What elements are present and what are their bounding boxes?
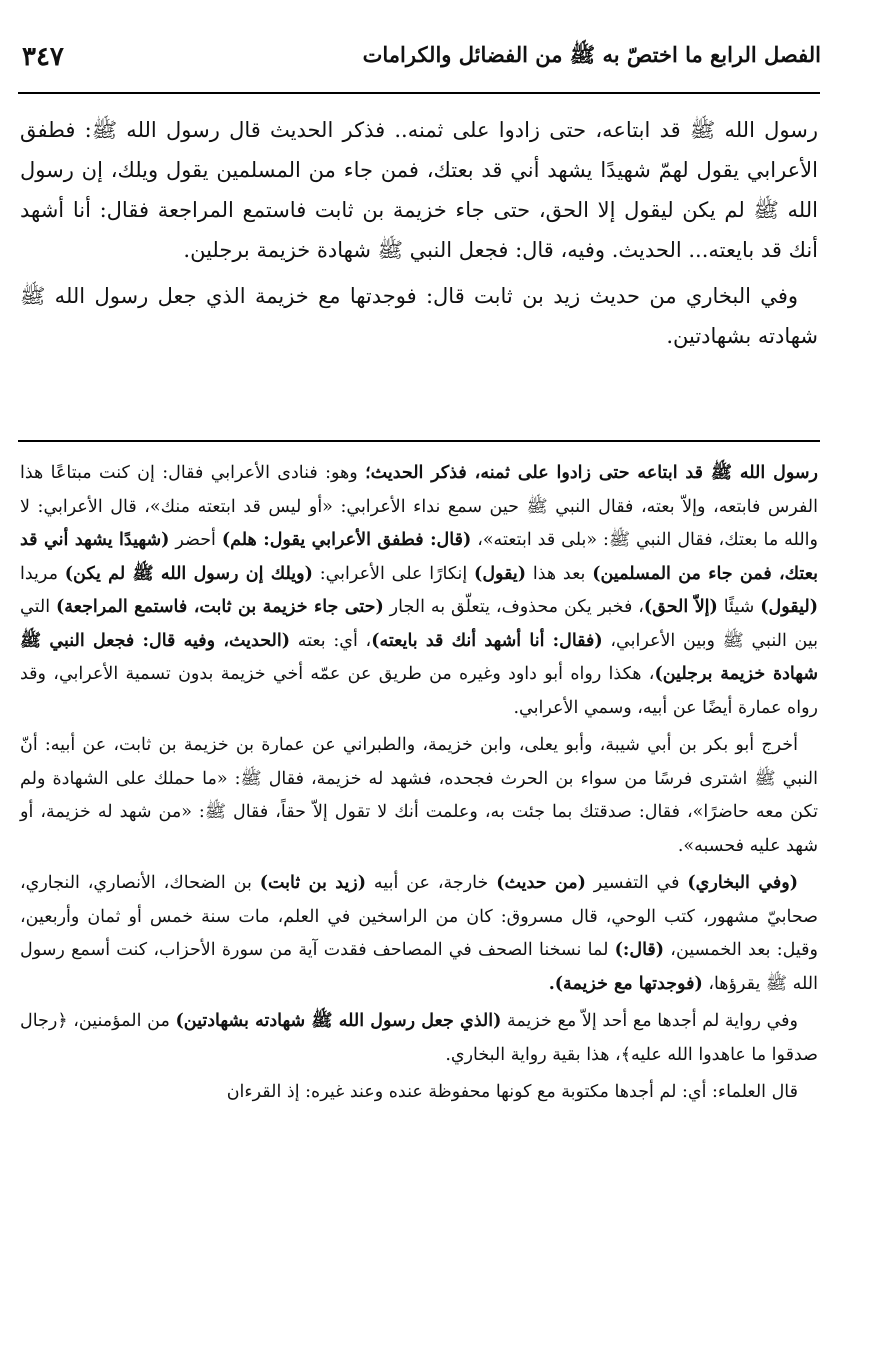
quoted-text: (حتى جاء خزيمة بن ثابت، فاستمع المراجعة)	[55, 597, 384, 617]
commentary-text: خارجة، عن أبيه	[366, 873, 497, 893]
quoted-text: (إلاّ الحق)	[643, 597, 718, 617]
commentary-text: إنكارًا على الأعرابي:	[312, 563, 475, 584]
quoted-text: (قال:)	[614, 940, 665, 960]
quoted-text: رسول الله ﷺ قد ابتاعه حتى زادوا على ثمنه، فذكر الحديث؛	[365, 463, 818, 483]
commentary-paragraph	[20, 457, 818, 725]
commentary-text: بعد هذا	[526, 563, 593, 584]
commentary-text: ، أي: بعته	[290, 630, 372, 651]
chapter-title: الفصل الرابع ما اختصّ به ﷺ من الفضائل والكرامات	[362, 42, 821, 67]
commentary-paragraph	[20, 867, 818, 1001]
commentary-text: بن الضحاك، الأنصاري، النجاري، صحابيّ مشهور، كتب الوحي، قال مسروق: كان من الراسخين في العلم، مات سنة خمس أو ثمان وأربعين، وقيل: بعد الخمسين،	[20, 873, 818, 960]
quoted-text: (فوجدتها مع خزيمة).	[548, 973, 703, 994]
commentary-paragraph: أخرج أبو بكر بن أبي شيبة، وأبو يعلى، وابن خزيمة، والطبراني عن عمارة بن خزيمة بن ثابت، عن أبيه: أنّ النبي ﷺ اشترى فرسًا من سواء بن الحرث فجحده، فشهد له خزيمة، فقال ﷺ: «ما حملك على الشهادة ولم تكن معه حاضرًا»، فقال: صدقتك بما جئت به، وعلمت أنك لا تقول إلاّ حقاً، فقال ﷺ: «من شهد له خزيمة، أو شهد عليه فحسبه».	[20, 735, 818, 856]
quoted-text: (من حديث)	[496, 873, 586, 893]
commentary-paragraph: قال العلماء: أي: لم أجدها مكتوبة مع كونها محفوظة عنده وعند غيره: إذ القرءان	[226, 1082, 798, 1102]
commentary-text: وفي رواية لم أجدها مع أحد إلاّ مع خزيمة	[501, 1011, 798, 1031]
commentary-text: ، هكذا رواه أبو داود وغيره من طريق عن عمّه أخي خزيمة بدون تسمية الأعرابي، وقد رواه عمارة أيضًا عن أبيه، وسمي الأعرابي.	[20, 664, 818, 718]
commentary-text: التي بين النبي ﷺ وبين الأعرابي،	[20, 597, 818, 651]
commentary-divider	[18, 440, 820, 442]
quoted-text: (قال: فطفق الأعرابي يقول: هلم)	[221, 530, 472, 550]
quoted-text: (يقول)	[474, 563, 527, 584]
main-paragraph: رسول الله ﷺ قد ابتاعه، حتى زادوا على ثمنه.. فذكر الحديث قال رسول الله ﷺ: فطفق الأعرابي يقول لهمّ شهيدًا يشهد أني قد بعتك، فمن جاء من المسلمين يقول ويلك، إن رسول الله ﷺ لم يكن ليقول إلا الحق، حتى جاء خزيمة بن ثابت فاستمع المراجعة فقال: أنا أشهد أنك قد بايعته... الحديث. وفيه، قال: فجعل النبي ﷺ شهادة خزيمة برجلين.	[20, 118, 818, 262]
commentary-text: مريدا	[20, 563, 65, 584]
commentary-text: من المؤمنين، ﴿رجال صدقوا ما عاهدوا الله عليه﴾، هذا بقية رواية البخاري.	[20, 1011, 818, 1065]
commentary-text: لما نسخنا الصحف في المصاحف فقدت آية من سورة الأحزاب، كنت أسمع رسول الله ﷺ يقرؤها،	[20, 940, 818, 994]
commentary-text: في التفسير	[585, 873, 688, 893]
quoted-text: (ليقول)	[760, 597, 818, 617]
commentary-text: أحضر	[169, 530, 222, 550]
quoted-text: (فقال: أنا أشهد أنك قد بايعته)	[371, 630, 603, 651]
commentary-paragraph	[20, 1005, 818, 1072]
quoted-text: (زيد بن ثابت)	[259, 873, 367, 893]
main-text	[20, 110, 818, 356]
header-divider	[18, 92, 820, 94]
commentary-text: شيئًا	[717, 597, 761, 617]
page-number: ٣٤٧	[22, 42, 64, 72]
page-header	[22, 40, 821, 90]
quoted-text: (ويلك إن رسول الله ﷺ لم يكن)	[64, 563, 313, 584]
commentary	[20, 457, 818, 1110]
main-paragraph: وفي البخاري من حديث زيد بن ثابت قال: فوجدتها مع خزيمة الذي جعل رسول الله ﷺ شهادته بشهادتين.	[20, 284, 818, 348]
commentary-text: ، فخبر يكن محذوف، يتعلّق به الجار	[383, 597, 644, 617]
quoted-text: (شهيدًا يشهد أني قد بعتك، فمن جاء من المسلمين)	[20, 530, 819, 584]
quoted-text: (الذي جعل رسول الله ﷺ شهادته بشهادتين)	[175, 1011, 502, 1031]
quoted-text: (الحديث، وفيه قال: فجعل النبي ﷺ شهادة خزيمة برجلين)	[20, 630, 818, 684]
commentary-text: وهو: فنادى الأعرابي فقال: إن كنت مبتاعًا هذا الفرس فابتعه، وإلاّ بعته، فقال النبي ﷺ حين سمع نداء الأعرابي: «أو ليس قد ابتعته منك»، قال الأعرابي: لا والله ما بعتك، فقال النبي ﷺ: «بلى قد ابتعته»،	[20, 463, 818, 550]
quoted-text: (وفي البخاري)	[687, 873, 799, 893]
